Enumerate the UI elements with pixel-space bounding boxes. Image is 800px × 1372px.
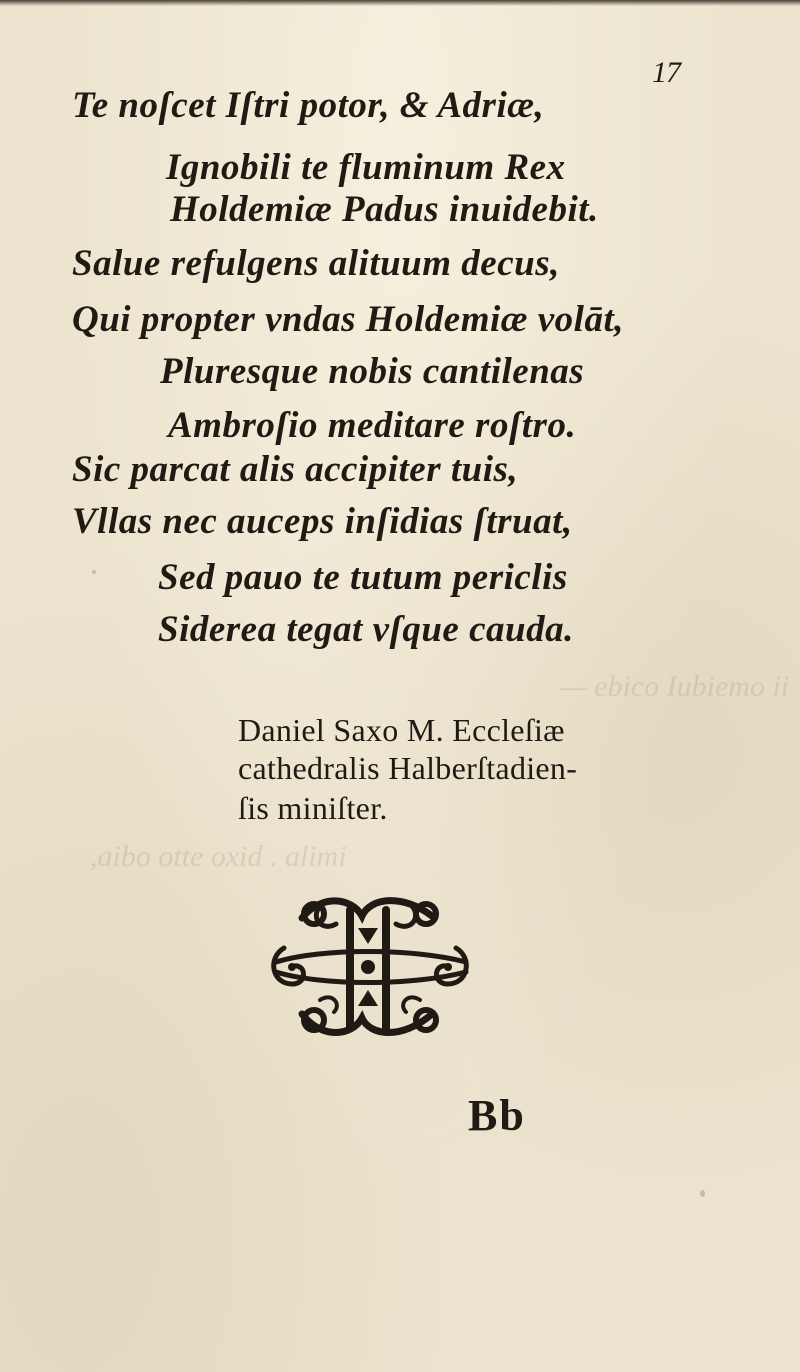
- show-through-text: — ebico Iubiemo ii: [560, 670, 790, 703]
- verse-line: Vllas nec auceps inſidias ſtruat,: [72, 501, 573, 542]
- verse-line: Sic parcat alis accipiter tuis,: [72, 449, 519, 490]
- signature-mark: Bb: [468, 1091, 526, 1140]
- signature-line: Daniel Saxo M. Eccleſiæ: [238, 712, 565, 748]
- paper-spot: [92, 570, 96, 574]
- paper-spot: [700, 1190, 705, 1197]
- signature-line: ſis miniſter.: [238, 790, 388, 826]
- verse-line: Siderea tegat vſque cauda.: [158, 609, 574, 650]
- verse-line: Holdemiæ Padus inuidebit.: [170, 189, 599, 230]
- signature-line: cathedralis Halberſtadien-: [238, 750, 578, 786]
- verse-line: Qui propter vndas Holdemiæ volāt,: [72, 299, 624, 340]
- verse-line: Ignobili te fluminum Rex: [166, 147, 566, 188]
- floral-ornament-icon: [262, 888, 478, 1048]
- verse-line: Salue refulgens alituum decus,: [72, 243, 560, 284]
- page-top-edge: [0, 0, 800, 6]
- verse-line: Te noſcet Iſtri potor, & Adriæ,: [72, 85, 545, 126]
- verse-line: Sed pauo te tutum periclis: [158, 557, 568, 598]
- verse-line: Ambroſio meditare roſtro.: [168, 405, 577, 446]
- show-through-text: ,aibo otte oxid . alimi: [90, 840, 347, 873]
- page-number: 17: [652, 56, 680, 89]
- verse-line: Pluresque nobis cantilenas: [160, 351, 585, 392]
